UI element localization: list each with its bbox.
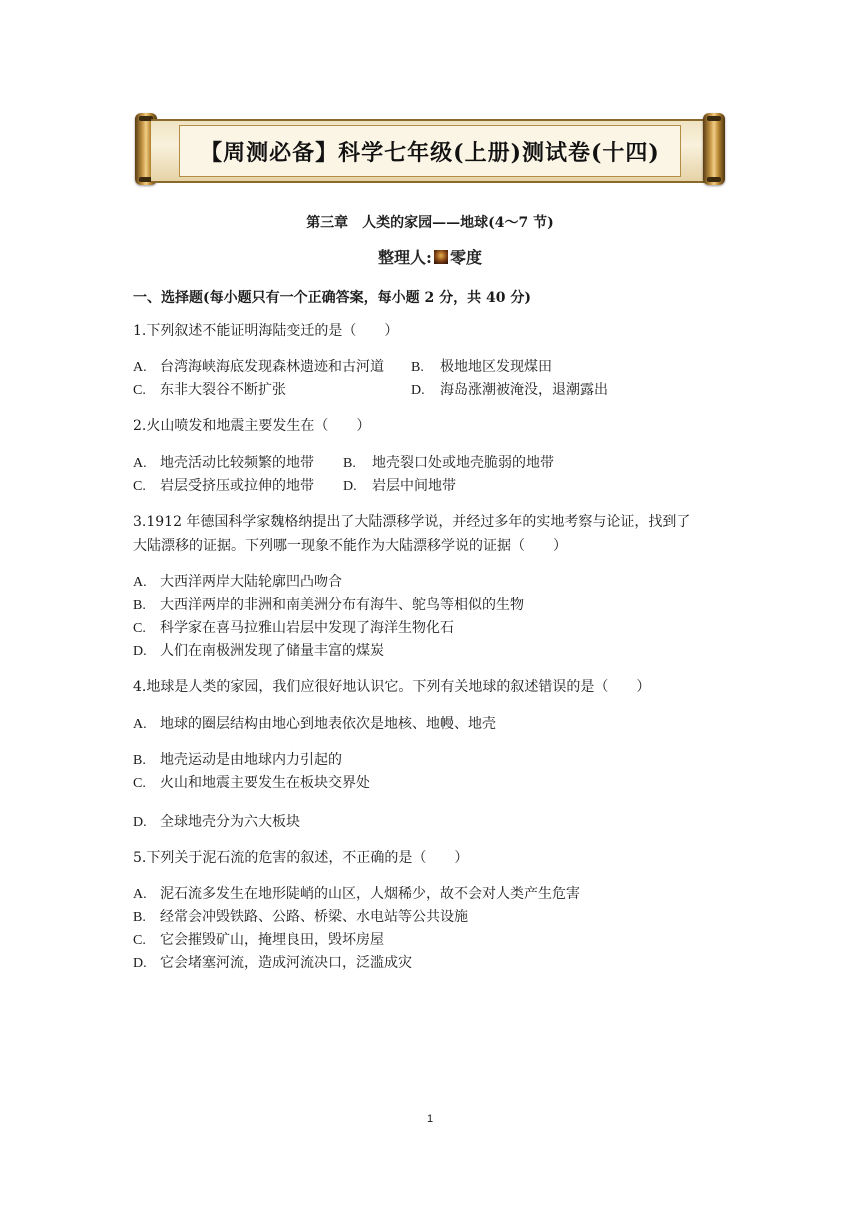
compiler-name: 零度	[449, 248, 482, 267]
question-stem-1: 1.下列叙述不能证明海陆变迁的是（ ）	[133, 323, 399, 339]
title-scroll-banner	[135, 113, 725, 185]
compiler-line	[0, 245, 860, 268]
question-stem-2: 2.火山喷发和地震主要发生在（ ）	[133, 418, 371, 434]
option-letter: A.	[133, 717, 147, 732]
question-2-option-a	[133, 452, 314, 475]
option-letter: A.	[133, 887, 147, 902]
option-text: 地壳运动是由地球内力引起的	[160, 752, 342, 768]
option-letter: D.	[343, 479, 357, 494]
option-text: 人们在南极洲发现了储量丰富的煤炭	[160, 643, 384, 659]
option-letter: B.	[133, 753, 146, 768]
question-4-option-b	[133, 749, 342, 772]
question-4-option-c	[133, 772, 370, 795]
section-heading: 一、选择题(每小题只有一个正确答案，每小题 2 分，共 40 分)	[133, 290, 531, 306]
option-text: 岩层受挤压或拉伸的地带	[160, 478, 314, 494]
option-text: 极地地区发现煤田	[440, 359, 552, 375]
option-text: 地球的圈层结构由地心到地表依次是地核、地幔、地壳	[160, 716, 496, 732]
chapter-subtitle: 第三章 人类的家园——地球(4～7 节)	[306, 215, 554, 231]
option-text: 它会堵塞河流，造成河流决口，泛滥成灾	[160, 955, 412, 971]
page-title: 【周测必备】科学七年级(上册)测试卷(十四)	[200, 139, 660, 166]
option-letter: D.	[133, 815, 147, 830]
question-stem-5: 5.下列关于泥石流的危害的叙述，不正确的是（ ）	[133, 850, 469, 866]
scroll-paper	[151, 119, 709, 183]
option-text: 经常会冲毁铁路、公路、桥梁、水电站等公共设施	[160, 909, 468, 925]
option-text: 地壳活动比较频繁的地带	[160, 455, 314, 471]
option-letter: A.	[133, 575, 147, 590]
option-letter: B.	[133, 598, 146, 613]
option-letter: C.	[133, 479, 146, 494]
question-3-option-a	[133, 571, 342, 594]
question-4-option-d	[133, 811, 300, 834]
compiler-prefix: 整理人:	[378, 248, 432, 267]
option-letter: C.	[133, 933, 146, 948]
question-5-option-a	[133, 883, 580, 906]
option-letter: C.	[133, 621, 146, 636]
question-1-option-b	[411, 356, 552, 379]
question-stem-3-line-1: 3.1912 年德国科学家魏格纳提出了大陆漂移学说，并经过多年的实地考察与论证，找到了	[133, 514, 691, 530]
scroll-rod-right	[703, 113, 725, 185]
option-text: 大西洋两岸大陆轮廓凹凸吻合	[160, 574, 342, 590]
page-number: 1	[426, 1113, 434, 1125]
question-5-option-c	[133, 929, 384, 952]
option-letter: D.	[133, 644, 147, 659]
question-stem-3-line-2: 大陆漂移的证据。下列哪一现象不能作为大陆漂移学说的证据（ ）	[133, 538, 567, 554]
option-text: 台湾海峡海底发现森林遗迹和古河道	[160, 359, 384, 375]
option-text: 地壳裂口处或地壳脆弱的地带	[372, 455, 554, 471]
question-2-option-d	[343, 475, 456, 498]
option-letter: B.	[411, 360, 424, 375]
option-letter: C.	[133, 776, 146, 791]
question-2-option-c	[133, 475, 314, 498]
question-3-option-b	[133, 594, 524, 617]
question-1-option-c	[133, 379, 286, 402]
option-letter: A.	[133, 360, 147, 375]
question-1-option-d	[411, 379, 608, 402]
option-text: 东非大裂谷不断扩张	[160, 382, 286, 398]
option-text: 火山和地震主要发生在板块交界处	[160, 775, 370, 791]
question-2-option-b	[343, 452, 554, 475]
option-text: 全球地壳分为六大板块	[160, 814, 300, 830]
option-letter: B.	[343, 456, 356, 471]
question-1-option-a	[133, 356, 384, 379]
question-5-option-d	[133, 952, 412, 975]
option-letter: B.	[133, 910, 146, 925]
option-text: 泥石流多发生在地形陡峭的山区，人烟稀少，故不会对人类产生危害	[160, 886, 580, 902]
option-text: 大西洋两岸的非洲和南美洲分布有海牛、鸵鸟等相似的生物	[160, 597, 524, 613]
compiler-logo-icon	[434, 250, 448, 264]
option-letter: D.	[133, 956, 147, 971]
question-stem-4: 4.地球是人类的家园，我们应很好地认识它。下列有关地球的叙述错误的是（ ）	[133, 679, 651, 695]
scroll-title-frame	[179, 125, 681, 177]
question-4-option-a	[133, 713, 496, 736]
option-text: 它会摧毁矿山，掩埋良田，毁坏房屋	[160, 932, 384, 948]
option-letter: C.	[133, 383, 146, 398]
option-text: 岩层中间地带	[372, 478, 456, 494]
question-5-option-b	[133, 906, 468, 929]
question-3-option-d	[133, 640, 384, 663]
question-3-option-c	[133, 617, 454, 640]
option-letter: D.	[411, 383, 425, 398]
option-text: 科学家在喜马拉雅山岩层中发现了海洋生物化石	[160, 620, 454, 636]
option-letter: A.	[133, 456, 147, 471]
option-text: 海岛涨潮被淹没，退潮露出	[440, 382, 608, 398]
